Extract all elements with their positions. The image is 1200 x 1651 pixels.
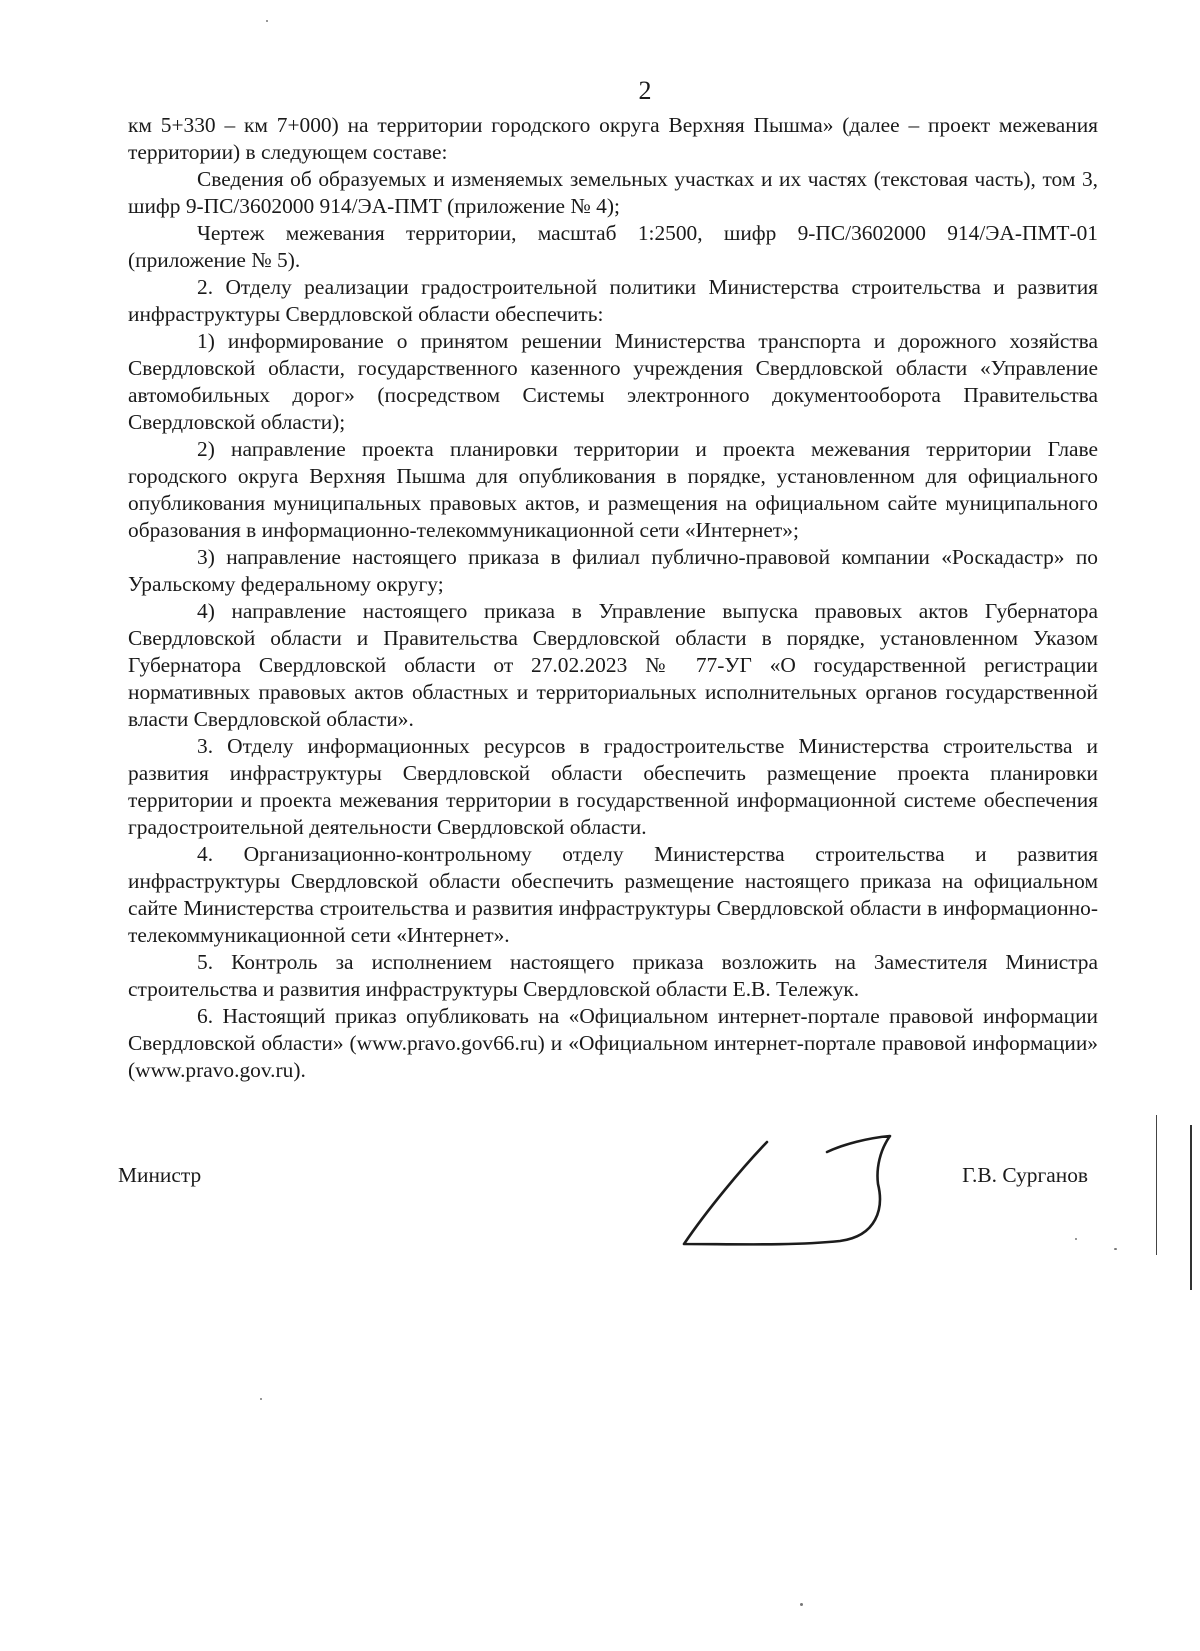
- paragraph: 4) направление настоящего приказа в Управление выпуска правовых актов Губернатора Свердловской области и Правительства Свердловской области в порядке, установленном Указом Губернатора Свердловской области от 27.02.2023 № 77-УГ «О государственной регистрации нормативных правовых актов областных и территориальных исполнительных органов государственной власти Свердловской области».: [128, 599, 1098, 731]
- document-body: [128, 112, 1098, 1084]
- scan-speck: [1114, 1248, 1117, 1250]
- scan-speck: [800, 1603, 803, 1606]
- scan-speck: [266, 20, 268, 22]
- signatory-name: Г.В. Сурганов: [962, 1163, 1088, 1187]
- scan-speck: [1075, 1238, 1077, 1240]
- paragraph: 3. Отделу информационных ресурсов в градостроительстве Министерства строительства и развития инфраструктуры Свердловской области обеспечить размещение проекта планировки территории и проекта межевания территории в государственной информационной системе обеспечения градостроительной деятельности Свердловской области.: [128, 734, 1098, 839]
- paragraph: км 5+330 – км 7+000) на территории городского округа Верхняя Пышма» (далее – проект межевания территории) в следующем составе:: [128, 113, 1098, 164]
- scan-edge-mark: [1190, 1125, 1192, 1290]
- signatory-title: Министр: [118, 1163, 202, 1187]
- paragraph: 4. Организационно-контрольному отделу Министерства строительства и развития инфраструктуры Свердловской области обеспечить размещение настоящего приказа на официальном сайте Министерства строительства и развития инфраструктуры Свердловской области в информационно-телекоммуникационной сети «Интернет».: [128, 842, 1098, 947]
- paragraph: 5. Контроль за исполнением настоящего приказа возложить на Заместителя Министра строительства и развития инфраструктуры Свердловской области Е.В. Тележук.: [128, 950, 1098, 1001]
- paragraph: 2) направление проекта планировки территории и проекта межевания территории Главе городского округа Верхняя Пышма для опубликования в порядке, установленном для официального опубликования муниципальных правовых актов, и размещения на официальном сайте муниципального образования в информационно-телекоммуникационной сети «Интернет»;: [128, 437, 1098, 542]
- paragraph: 1) информирование о принятом решении Министерства транспорта и дорожного хозяйства Свердловской области, государственного казенного учреждения Свердловской области «Управление автомобильных дорог» (посредством Системы электронного документооборота Правительства Свердловской области);: [128, 329, 1098, 434]
- paragraph: 6. Настоящий приказ опубликовать на «Официальном интернет-портале правовой информации Свердловской области» (www.pravo.gov66.ru) и «Официальном интернет-портале правовой информации» (www.pravo.gov.ru).: [128, 1004, 1098, 1082]
- scan-speck: [260, 1398, 262, 1400]
- page-number: 2: [638, 76, 652, 105]
- scan-edge-mark: [1156, 1115, 1157, 1255]
- paragraph: 3) направление настоящего приказа в филиал публично-правовой компании «Роскадастр» по Уральскому федеральному округу;: [128, 545, 1098, 596]
- signature-block: [118, 1163, 1088, 1203]
- handwritten-signature: [672, 1128, 912, 1258]
- paragraph: 2. Отделу реализации градостроительной политики Министерства строительства и развития инфраструктуры Свердловской области обеспечить:: [128, 275, 1098, 326]
- paragraph: Чертеж межевания территории, масштаб 1:2500, шифр 9-ПС/3602000 914/ЭА-ПМТ-01 (приложение № 5).: [128, 221, 1098, 272]
- paragraph: Сведения об образуемых и изменяемых земельных участках и их частях (текстовая часть), том 3, шифр 9-ПС/3602000 914/ЭА-ПМТ (приложение № 4);: [128, 167, 1098, 218]
